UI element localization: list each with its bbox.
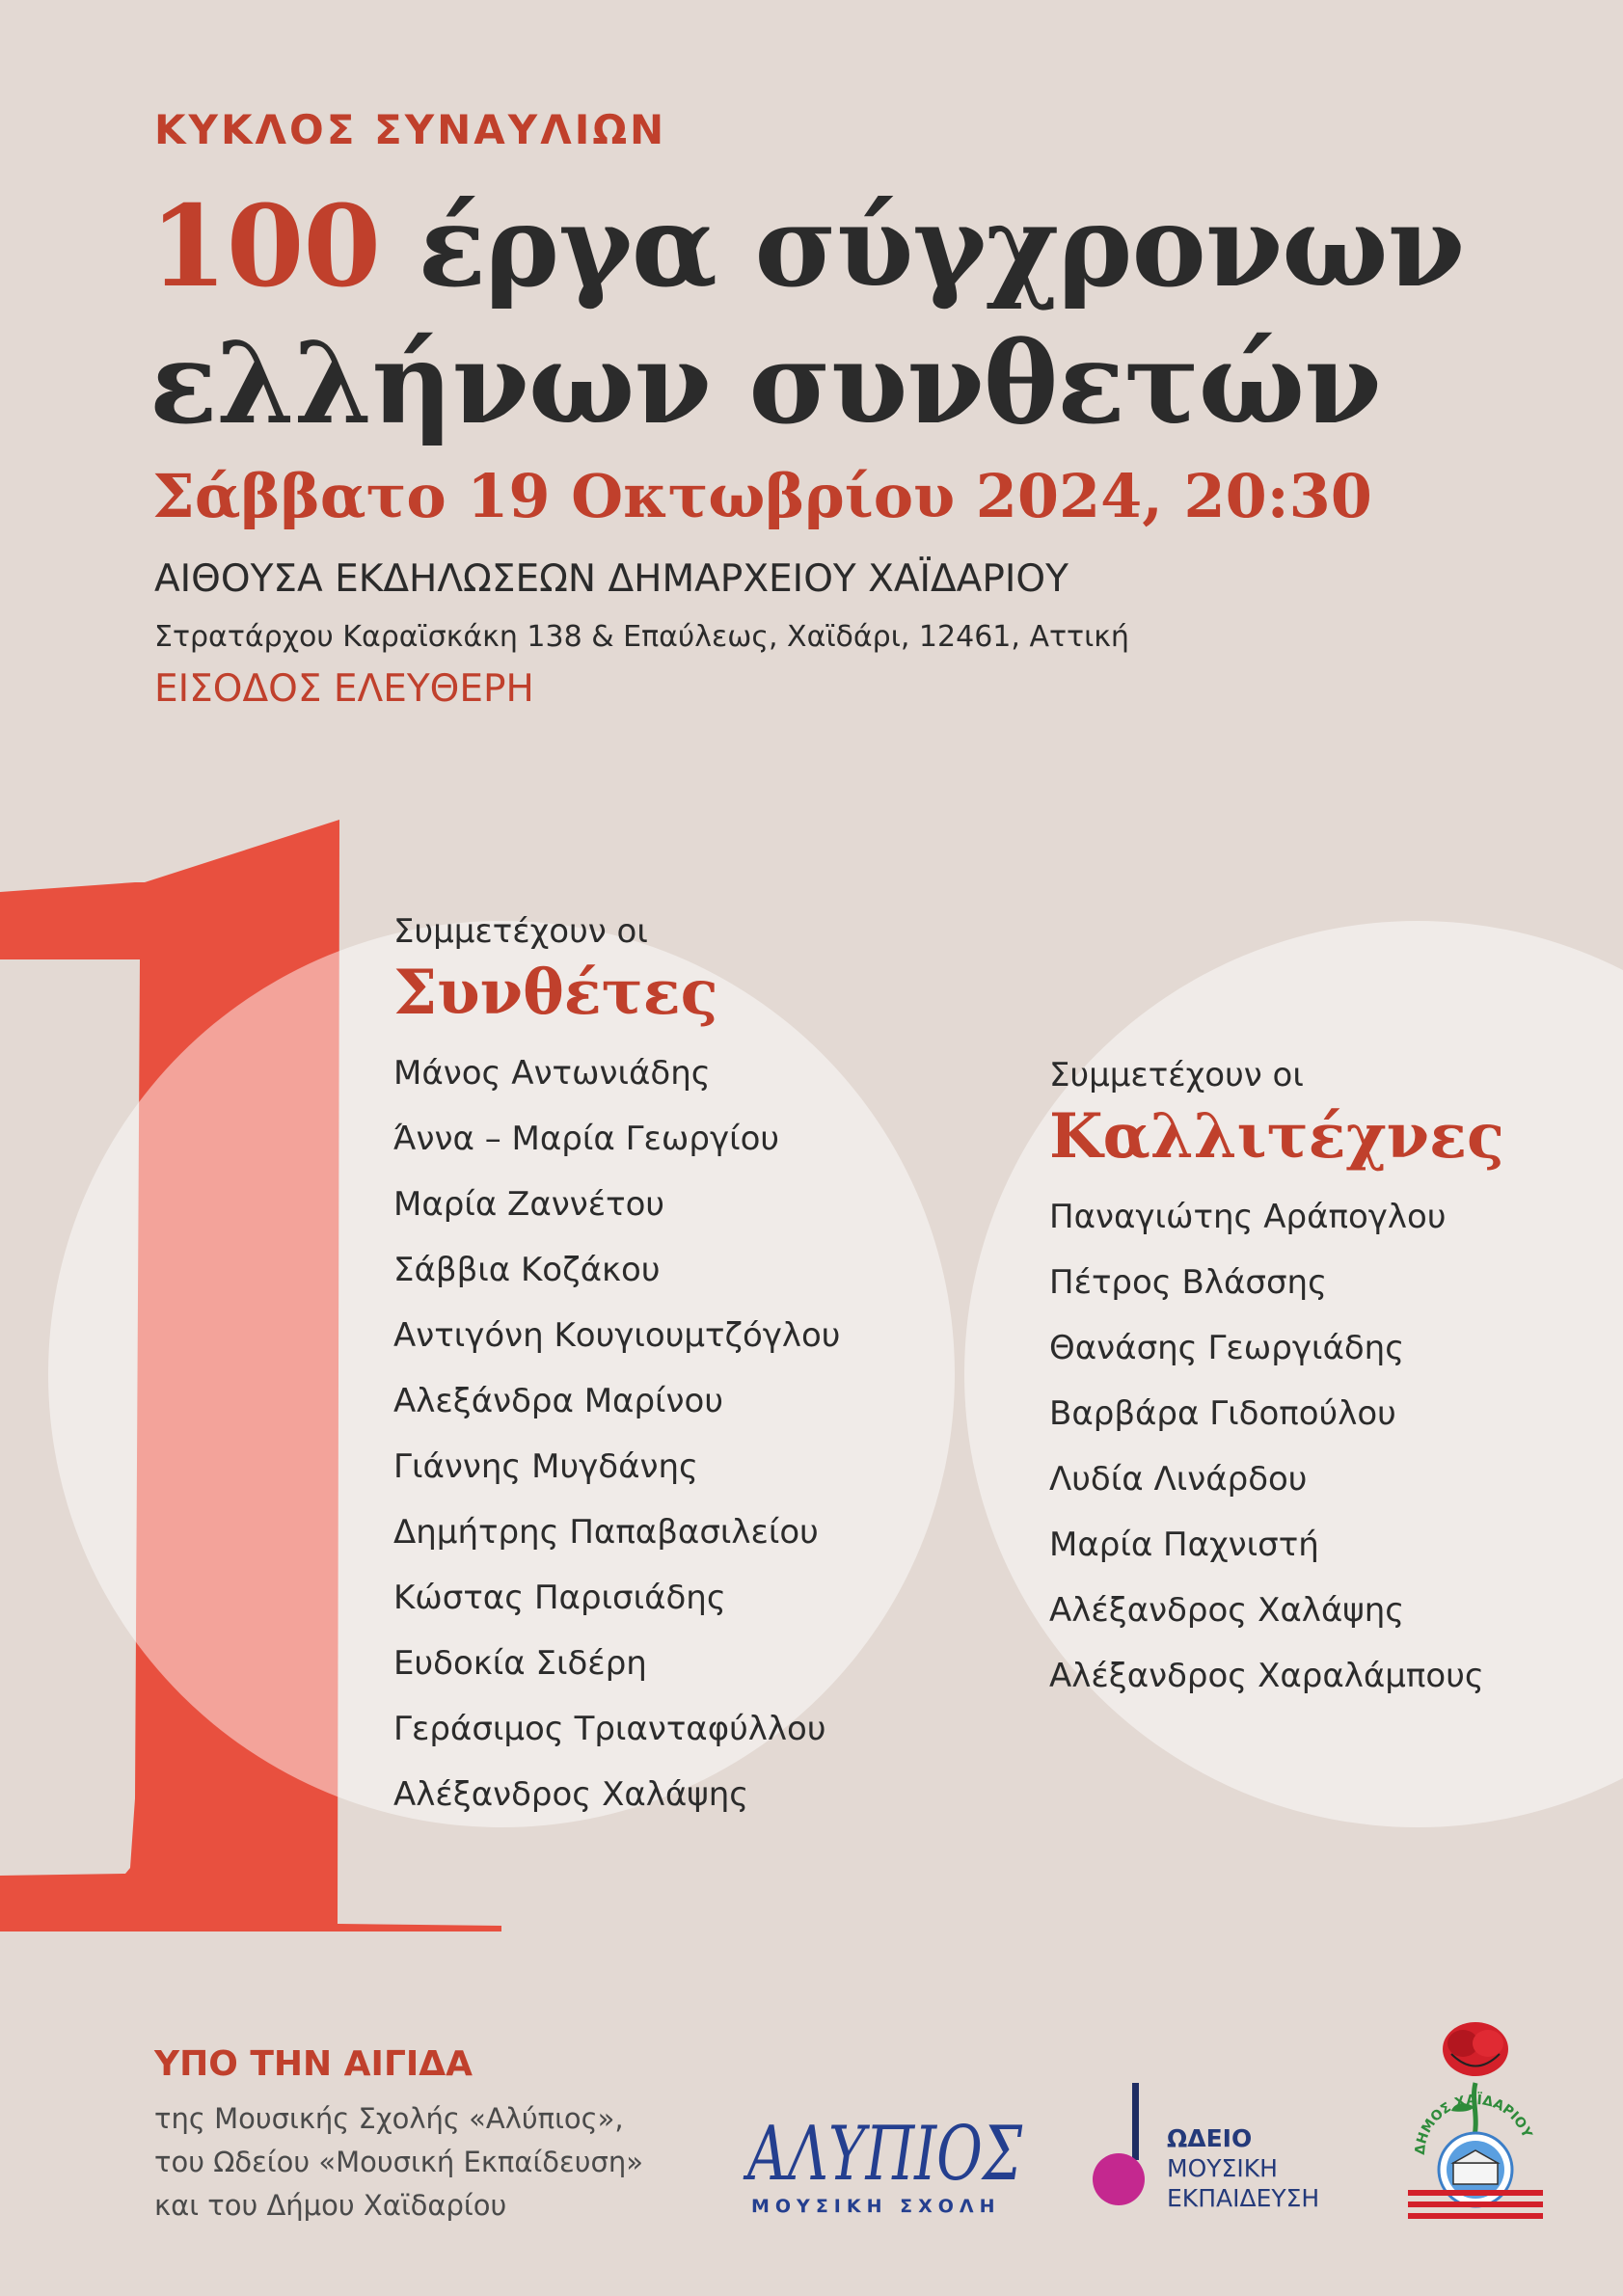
- title-line1: έργα σύγχρονων: [380, 181, 1465, 312]
- list-item: Γιάννης Μυγδάνης: [393, 1447, 698, 1486]
- dimos-logo-name: ΔΗΜΟΣ ΧΑΪΔΑΡΙΟΥ: [1412, 2092, 1535, 2156]
- list-item: Αλεξάνδρα Μαρίνου: [393, 1382, 724, 1420]
- poster-title: [149, 178, 1464, 452]
- alypios-logo-name: ΑΛΥΠΙΟΣ: [743, 2111, 1023, 2198]
- alypios-logo-sub: ΜΟΥΣΙΚΗ ΣΧΟΛΗ: [751, 2196, 1001, 2217]
- list-item: Δημήτρης Παπαβασιλείου: [393, 1513, 819, 1552]
- composers-heading: Συνθέτες: [393, 957, 718, 1029]
- artists-list: [1049, 1198, 1504, 1722]
- odeio-logo-text: [1167, 2123, 1319, 2213]
- list-item: Μάνος Αντωνιάδης: [393, 1054, 711, 1093]
- artists-intro: Συμμετέχουν οι: [1049, 1056, 1304, 1094]
- list-item: Αντιγόνη Κουγιουμτζόγλου: [393, 1316, 841, 1355]
- composers-section: [393, 912, 840, 1841]
- dimos-chaidariou-logo: [1403, 2011, 1548, 2223]
- list-item: Μαρία Ζαννέτου: [393, 1185, 665, 1224]
- event-address: Στρατάρχου Καραϊσκάκη 138 & Επαύλεως, Χαϊδάρι, 12461, Αττική: [154, 620, 1129, 654]
- event-venue: ΑΙΘΟΥΣΑ ΕΚΔΗΛΩΣΕΩΝ ΔΗΜΑΡΧΕΙΟΥ ΧΑΪΔΑΡΙΟΥ: [154, 557, 1068, 601]
- artists-heading: Καλλιτέχνες: [1049, 1100, 1504, 1173]
- event-date: Σάββατο 19 Οκτωβρίου 2024, 20:30: [152, 461, 1372, 531]
- list-item: Κώστας Παρισιάδης: [393, 1579, 726, 1617]
- list-item: Παναγιώτης Αράπογλου: [1049, 1198, 1447, 1236]
- title-line2: ελλήνων συνθετών: [149, 318, 1381, 449]
- list-item: Σάββια Κοζάκου: [393, 1251, 661, 1289]
- list-item: Βαρβάρα Γιδοπούλου: [1049, 1394, 1396, 1433]
- list-item: Άννα – Μαρία Γεωργίου: [393, 1120, 780, 1158]
- odeio-logo: [1090, 2083, 1340, 2213]
- list-item: Γεράσιμος Τριανταφύλλου: [393, 1710, 826, 1748]
- free-entry-label: ΕΙΣΟΔΟΣ ΕΛΕΥΘΕΡΗ: [154, 667, 534, 711]
- aegis-title: ΥΠΟ ΤΗΝ ΑΙΓΙΔΑ: [154, 2044, 473, 2084]
- list-item: Πέτρος Βλάσσης: [1049, 1263, 1328, 1302]
- title-number: 100: [149, 181, 381, 312]
- list-item: Θανάσης Γεωργιάδης: [1049, 1329, 1405, 1367]
- composers-list: [393, 1054, 840, 1841]
- list-item: Λυδία Λινάρδου: [1049, 1460, 1308, 1499]
- odeio-note-icon: [1090, 2083, 1167, 2213]
- artists-section: [1049, 1056, 1504, 1722]
- aegis-text: της Μουσικής Σχολής «Αλύπιος», του Ωδείου «Μουσική Εκπαίδευση» και του Δήμου Χαϊδαρίου: [154, 2102, 644, 2222]
- list-item: Αλέξανδρος Χαραλάμπους: [1049, 1657, 1484, 1695]
- odeio-line1: ΩΔΕΙΟ: [1167, 2124, 1253, 2152]
- odeio-line2: ΜΟΥΣΙΚΗ: [1167, 2154, 1278, 2182]
- alypios-logo: [743, 2104, 1027, 2220]
- list-item: Αλέξανδρος Χαλάψης: [393, 1775, 749, 1814]
- rose-icon: [1443, 2022, 1508, 2076]
- composers-intro: Συμμετέχουν οι: [393, 912, 648, 951]
- list-item: Μαρία Παχνιστή: [1049, 1526, 1319, 1564]
- concert-series-label: ΚΥΚΛΟΣ ΣΥΝΑΥΛΙΩΝ: [154, 106, 667, 153]
- list-item: Αλέξανδρος Χαλάψης: [1049, 1591, 1405, 1630]
- odeio-line3: ΕΚΠΑΙΔΕΥΣΗ: [1167, 2184, 1320, 2212]
- list-item: Ευδοκία Σιδέρη: [393, 1644, 647, 1683]
